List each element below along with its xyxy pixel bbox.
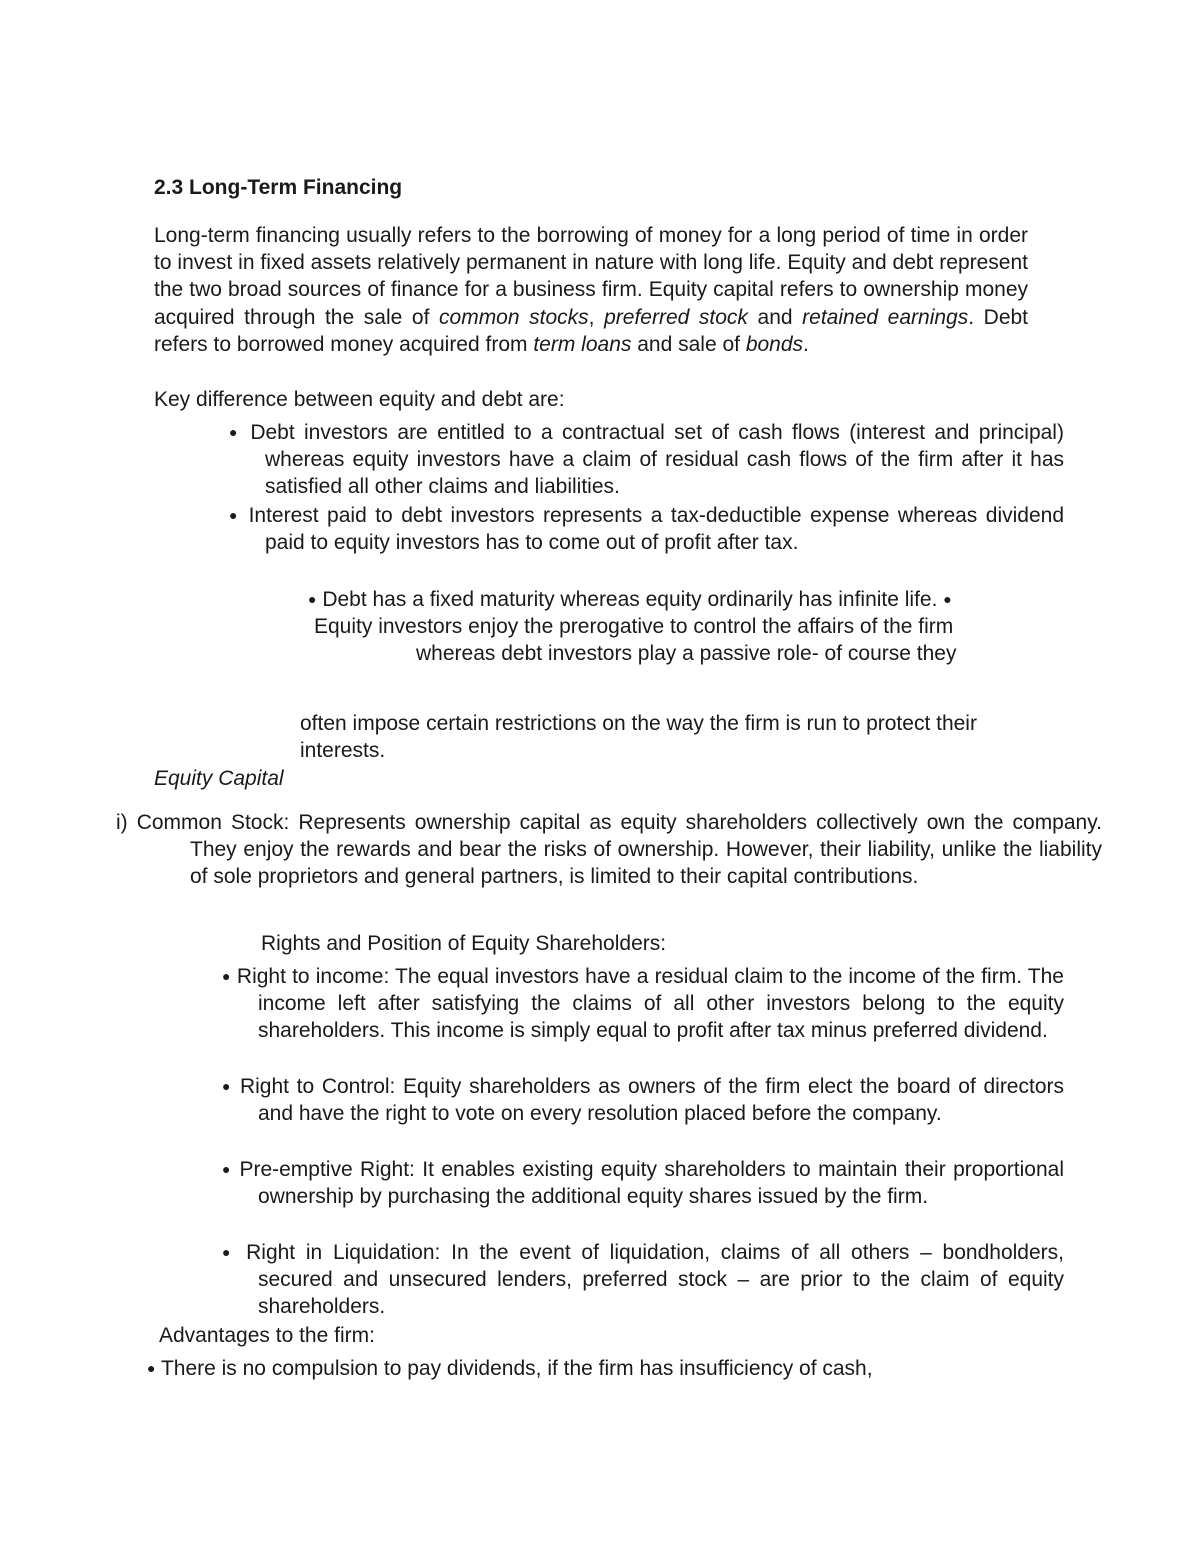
term-preferred-stock: preferred stock: [604, 305, 748, 329]
bullet-icon: ●: [147, 1360, 156, 1376]
term-common-stocks: common stocks: [439, 305, 589, 329]
advantages-item-1: [147, 1355, 1028, 1382]
right-to-control: [222, 1073, 1064, 1127]
key-difference-item-2: [229, 502, 1064, 556]
term-bonds: bonds: [745, 332, 804, 356]
right-to-income-text: Right to income: The equal investors have a residual claim to the income of the firm. The income left after satisfying the claims of all other investors belong to the equity shareholders. This income is simply equal to profit after tax minus preferred dividend.: [236, 965, 1064, 1043]
advantages-item-1-text: There is no compulsion to pay dividends, if the firm has insufficiency of cash,: [160, 1357, 873, 1380]
key-difference-item-3: [308, 586, 1028, 613]
intro-text-3: and sale of: [631, 332, 746, 356]
advantages-title: Advantages to the firm:: [159, 1324, 375, 1347]
bullet-icon: ●: [943, 591, 952, 607]
right-in-liquidation: [222, 1239, 1064, 1321]
key-difference-item-4-line-1: Equity investors enjoy the prerogative to control the affairs of the firm: [314, 615, 954, 639]
key-difference-item-1: [229, 419, 1064, 501]
common-stock-paragraph: i) Common Stock: Represents ownership capital as equity shareholders collectively own the company. They enjoy the rewards and bear the risks of ownership. However, their liability, unlike the liability of sole proprietors and general partners, is limited to their capital contributions.: [116, 811, 1102, 889]
key-difference-title: Key difference between equity and debt are:: [154, 388, 565, 411]
key-difference-item-4-line-2: whereas debt investors play a passive role- of course they: [416, 642, 957, 666]
rights-title: Rights and Position of Equity Shareholders:: [261, 932, 667, 955]
bullet-icon: ●: [222, 968, 231, 984]
key-difference-item-1-text: Debt investors are entitled to a contractual set of cash flows (interest and principal) whereas equity investors have a claim of residual cash flows of the firm after it has satisfied all other claims and liabilities.: [250, 421, 1064, 499]
key-difference-item-3-4: [308, 586, 1028, 668]
pre-emptive-right: [222, 1156, 1064, 1210]
term-retained-earnings: retained earnings: [802, 305, 969, 329]
intro-and: and: [747, 305, 803, 329]
intro-paragraph: [154, 222, 1028, 358]
right-in-liquidation-text: Right in Liquidation: In the event of liquidation, claims of all others – bondholders, secured and unsecured lenders, preferred stock – are prior to the claim of equity shareholders.: [246, 1241, 1064, 1319]
bullet-icon: ●: [308, 591, 317, 607]
bullet-icon: ●: [222, 1161, 233, 1177]
equity-capital-title: Equity Capital: [154, 767, 284, 790]
bullet-icon: ●: [229, 507, 241, 523]
intro-text-2: . Debt refers to borrowed money acquired from: [154, 305, 1029, 356]
right-to-income: [222, 963, 1064, 1045]
intro-text-1: Long-term financing usually refers to the borrowing of money for a long period of time in order to invest in fixed assets relatively permanent in nature with long life. Equity and debt represent the two broad sources of finance for a business firm. Equity capital refers to ownership money acquired through the sale of: [154, 224, 1028, 329]
section-heading: 2.3 Long-Term Financing: [154, 176, 403, 199]
intro-text-4: .: [803, 332, 809, 356]
bullet-icon: ●: [222, 1078, 233, 1094]
intro-separator: ,: [588, 305, 605, 329]
right-to-control-text: Right to Control: Equity shareholders as owners of the firm elect the board of directors and have the right to vote on every resolution placed before the company.: [239, 1075, 1064, 1126]
key-difference-item-3-text: Debt has a fixed maturity whereas equity ordinarily has infinite life.: [322, 588, 938, 611]
term-term-loans: term loans: [533, 332, 632, 356]
key-difference-item-2-text: Interest paid to debt investors represents a tax-deductible expense whereas dividend paid to equity investors has to come out of profit after tax.: [248, 504, 1064, 555]
bullet-icon: ●: [222, 1244, 236, 1260]
bullet-icon: ●: [229, 424, 241, 440]
pre-emptive-right-text: Pre-emptive Right: It enables existing equity shareholders to maintain their proportional ownership by purchasing the additional equity shares issued by the firm.: [239, 1158, 1064, 1209]
key-difference-item-4-continued: often impose certain restrictions on the way the firm is run to protect their interests.: [300, 712, 977, 763]
